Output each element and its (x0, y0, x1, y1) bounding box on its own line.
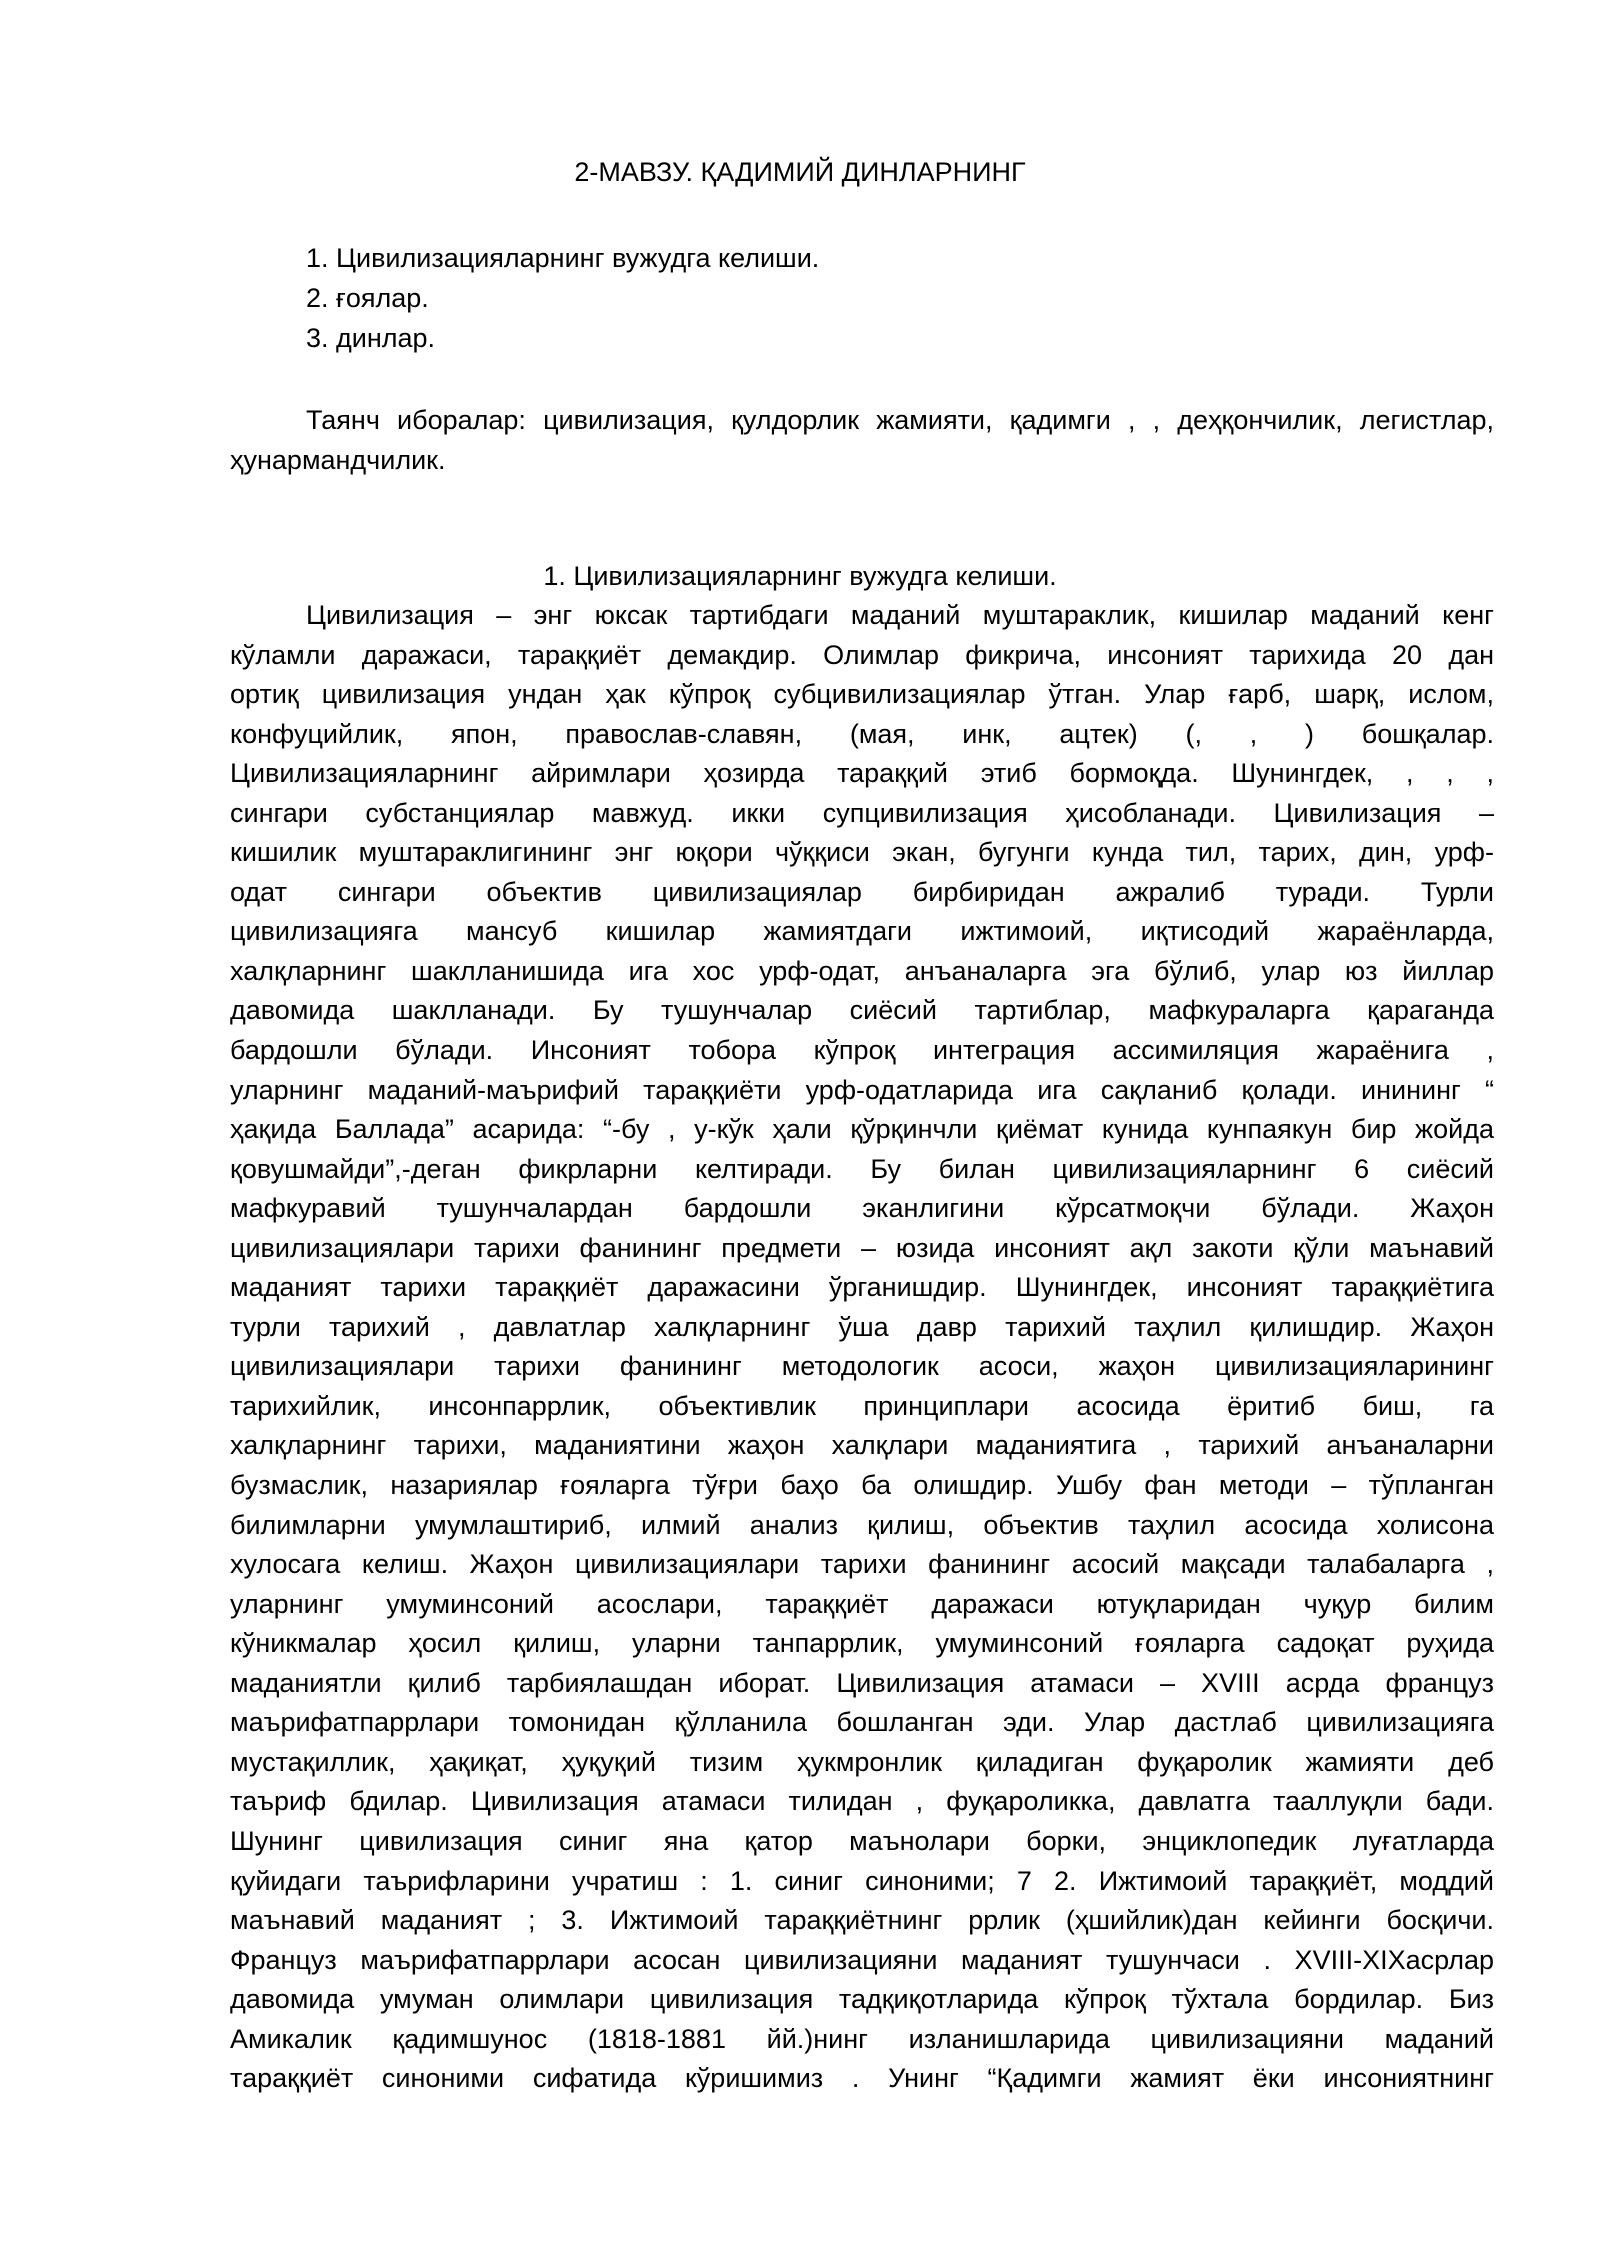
text-line: мафкуравий тушунчалардан бардошли эканлигини кўрсатмоқчи бўлади. Жаҳон (230, 1193, 1494, 1224)
text-line: тараққиёт синоними сифатида кўришимиз . Унинг “Қадимги жамият ёки инсониятнинг (230, 2063, 1494, 2094)
text-line: давомида умуман олимлари цивилизация тадқиқотларида кўпроқ тўхтала бордилар. Биз (230, 1984, 1494, 2015)
text-line: кўламли даражаси, тараққиёт демакдир. Олимлар фикрича, инсоният тарихида 20 дан (230, 639, 1494, 670)
text-line: таъриф бдилар. Цивилизация атамаси тилидан , фуқароликка, давлатга тааллуқли бади. (230, 1786, 1494, 1817)
text-line: хулосага келиш. Жаҳон цивилизациялари тарихи фанининг асосий мақсади талабаларга , (230, 1549, 1494, 1580)
text-line: турли тарихий , давлатлар халқларнинг ўша давр тарихий таҳлил қилишдир. Жаҳон (230, 1311, 1494, 1342)
text-line: билимларни умумлаштириб, илмий анализ қилиш, объектив таҳлил асосида холисона (230, 1509, 1494, 1540)
text-line: мустақиллик, ҳақиқат, ҳуқуқий тизим ҳукмронлик қиладиган фуқаролик жамияти деб (230, 1746, 1494, 1777)
keywords-paragraph: Таянч иборалар: цивилизация, қулдорлик жамияти, қадимги , , деҳқончилик, легистлар, ҳунармандчилик. (230, 405, 1494, 475)
text-line: уларнинг маданий-маърифий тараққиёти урф-одатларида ига сақланиб қолади. инининг “ (230, 1074, 1494, 1105)
text-line: давомида шаклланади. Бу тушунчалар сиёсий тартиблар, мафкураларга қараганда (230, 995, 1494, 1026)
text-line: одат сингари объектив цивилизациялар бирбиридан ажралиб туради. Турли (230, 876, 1494, 907)
topic-outline (306, 238, 819, 358)
body-paragraph (230, 596, 1494, 2099)
text-line: сингари субстанциялар мавжуд. икки супцивилизация ҳисобланади. Цивилизация – (230, 797, 1494, 828)
text-line: Шунинг цивилизация синиг яна қатор маънолари борки, энциклопедик луғатларда (230, 1825, 1494, 1856)
text-line: маърифатпаррлари томонидан қўлланила бошланган эди. Улар дастлаб цивилизацияга (230, 1707, 1494, 1738)
outline-item: 3. динлар. (306, 323, 436, 353)
text-line: ортиқ цивилизация ундан ҳак кўпроқ субцивилизациялар ўтган. Улар ғарб, шарқ, ислом, (230, 679, 1494, 710)
text-line: бузмаслик, назариялар ғояларга тўғри баҳо ба олишдир. Ушбу фан методи – тўпланган (230, 1470, 1494, 1501)
text-line: маданиятли қилиб тарбиялашдан иборат. Цивилизация атамаси – XVIII асрда француз (230, 1667, 1494, 1698)
text-line: Амикалик қадимшунос (1818-1881 йй.)нинг изланишларида цивилизацияни маданий (230, 2023, 1494, 2054)
text-line: цивилизациялари тарихи фанининг методологик асоси, жаҳон цивилизацияларининг (230, 1351, 1494, 1382)
text-line: Француз маърифатпаррлари асосан цивилизацияни маданият тушунчаси . XVIII-XIXасрлар (230, 1944, 1494, 1975)
text-line: Цивилизацияларнинг айримлари ҳозирда тараққий этиб бормоқда. Шунингдек, , , , (230, 758, 1494, 789)
text-line: цивилизациялари тарихи фанининг предмети – юзида инсоният ақл закоти қўли маънавий (230, 1232, 1494, 1263)
section-heading: 1. Цивилизацияларнинг вужудга келиши. (543, 561, 1057, 591)
text-line: бардошли бўлади. Инсоният тобора кўпроқ интеграция ассимиляция жараёнига , (230, 1035, 1494, 1066)
text-line: тарихийлик, инсонпаррлик, объективлик принциплари асосида ёритиб биш, га (230, 1390, 1494, 1421)
text-line: қуйидаги таърифларини учратиш : 1. синиг синоними; 7 2. Ижтимоий тараққиёт, моддий (230, 1865, 1494, 1896)
text-line: кўникмалар ҳосил қилиш, уларни танпаррлик, умуминсоний ғояларга садоқат руҳида (230, 1628, 1494, 1659)
text-line: цивилизацияга мансуб кишилар жамиятдаги ижтимоий, иқтисодий жараёнларда, (230, 916, 1494, 947)
text-line: кишилик муштараклигининг энг юқори чўққиси экан, бугунги кунда тил, тарих, дин, урф- (230, 837, 1494, 868)
text-line: ҳақида Баллада” асарида: “-бу , у-кўк ҳали қўрқинчли қиёмат кунида кунпаякун бир жойда (230, 1114, 1494, 1145)
text-line: Цивилизация – энг юксак тартибдаги маданий муштараклик, кишилар маданий кенг (306, 600, 1494, 630)
text-line: маънавий маданият ; 3. Ижтимоий тараққиётнинг ррлик (ҳшийлик)дан кейинги босқичи. (230, 1905, 1494, 1936)
text-line: маданият тарихи тараққиёт даражасини ўрганишдир. Шунингдек, инсоният тараққиётига (230, 1272, 1494, 1303)
text-line: уларнинг умуминсоний асослари, тараққиёт даражаси ютуқларидан чуқур билим (230, 1588, 1494, 1619)
text-line: қовушмайди”,-деган фикрларни келтиради. Бу билан цивилизацияларнинг 6 сиёсий (230, 1153, 1494, 1184)
text-line: конфуцийлик, япон, православ-славян, (мая, инк, ацтек) (, , ) бошқалар. (230, 718, 1494, 749)
outline-item: 2. ғоялар. (306, 283, 429, 313)
text-line: халқларнинг шаклланишида ига хос урф-одат, анъаналарга эга бўлиб, улар юз йиллар (230, 955, 1494, 986)
text-line: халқларнинг тарихи, маданиятини жаҳон халқлари маданиятига , тарихий анъаналарни (230, 1430, 1494, 1461)
page-title: 2-МАВЗУ. ҚАДИМИЙ ДИНЛАРНИНГ (574, 157, 1026, 187)
outline-item: 1. Цивилизацияларнинг вужудга келиши. (306, 243, 820, 273)
